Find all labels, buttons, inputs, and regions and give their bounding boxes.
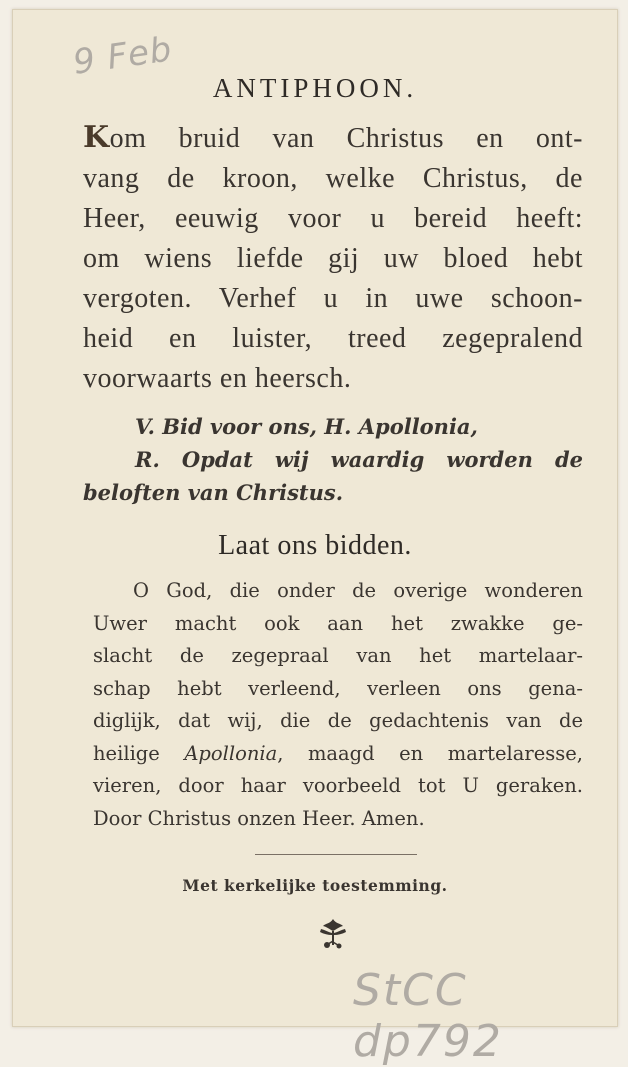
- handwritten-catalog-number: StCC dp792: [353, 965, 503, 1067]
- handwritten-date-note: 9 Feb: [70, 29, 175, 83]
- prayer-line-4: schap hebt verleend, verleen ons gena-: [93, 676, 583, 700]
- versicle-r-line-2: beloften van Christus.: [83, 480, 344, 505]
- divider-rule: [255, 854, 417, 855]
- prayer-text: [93, 575, 583, 835]
- prayer-line-8: Door Christus onzen Heer. Amen.: [93, 806, 425, 830]
- prayer-line-5: diglijk, dat wij, die de gedachtenis van de: [93, 709, 583, 732]
- antiphon-line-3: Heer, eeuwig voor u bereid heeft:: [83, 203, 583, 234]
- prayer-line-1: O God, die onder de overige wonderen: [133, 579, 583, 602]
- prayer-card: [12, 9, 618, 1067]
- prayer-line-6: heilige Apollonia, maagd en martelaresse,: [93, 741, 583, 765]
- saint-name: Apollonia: [184, 741, 278, 765]
- imprimatur-note: Met kerkelijke toestemming.: [182, 876, 448, 895]
- floral-ornament-icon: [313, 915, 353, 955]
- prayer-line-7: vieren, door haar voorbeeld tot U geraken.: [93, 774, 583, 797]
- antiphon-line-4: om wiens liefde gij uw bloed hebt: [83, 243, 583, 274]
- versicle-v: V. Bid voor ons, H. Apollonia,: [135, 414, 478, 439]
- prayer-heading: Laat ons bidden.: [218, 530, 412, 561]
- page-title: ANTIPHOON.: [212, 73, 418, 103]
- antiphon-line-6: heid en luister, treed zegepralend: [83, 323, 583, 354]
- drop-cap: K: [83, 120, 110, 155]
- antiphon-line-5: vergoten. Verhef u in uwe schoon-: [83, 283, 583, 314]
- versicles: [83, 410, 583, 509]
- versicle-r-line-1: R. Opdat wij waardig worden de: [135, 447, 583, 472]
- antiphon-line-2: vang de kroon, welke Christus, de: [83, 163, 583, 194]
- prayer-line-2: Uwer macht ook aan het zwakke ge-: [93, 611, 583, 635]
- prayer-line-3: slacht de zegepraal van het martelaar-: [93, 644, 583, 667]
- antiphon-line-1: Kom bruid van Christus en ont-: [83, 120, 583, 155]
- antiphon-line-7: voorwaarts en heersch.: [83, 363, 352, 394]
- antiphon-text: [83, 118, 583, 399]
